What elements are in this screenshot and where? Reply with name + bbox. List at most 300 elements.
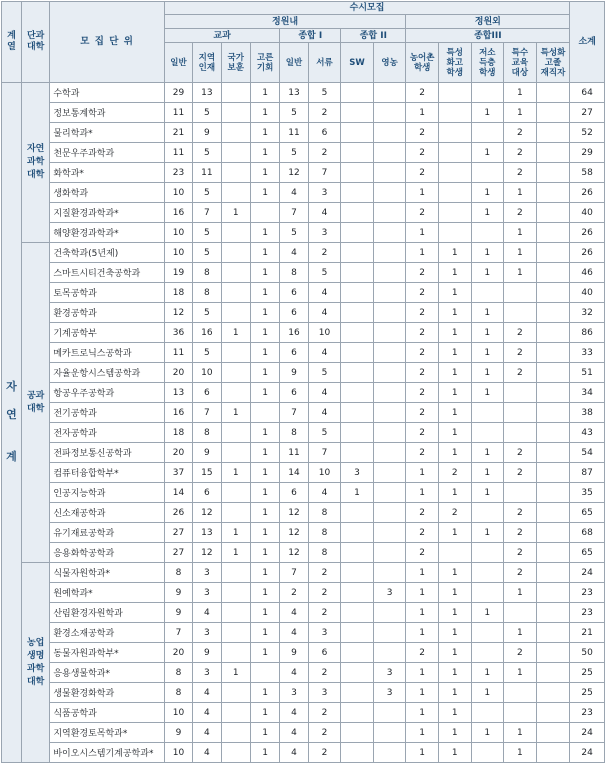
quota-cell: 1	[406, 623, 439, 643]
quota-cell: 1	[221, 663, 250, 683]
quota-cell	[504, 423, 537, 443]
quota-cell: 13	[193, 83, 221, 103]
quota-cell	[221, 603, 250, 623]
dept-name: 신소재공학과	[50, 503, 165, 523]
row-total: 50	[570, 643, 605, 663]
row-total: 33	[570, 343, 605, 363]
quota-cell: 3	[193, 583, 221, 603]
quota-cell	[221, 303, 250, 323]
quota-cell: 2	[406, 203, 439, 223]
quota-cell	[250, 403, 279, 423]
field-label: 자 연 계	[6, 380, 17, 463]
header-leaf-5: 서류	[308, 43, 341, 83]
row-total: 25	[570, 663, 605, 683]
quota-cell	[221, 423, 250, 443]
quota-cell	[536, 183, 570, 203]
quota-cell: 4	[308, 383, 341, 403]
quota-cell	[536, 563, 570, 583]
quota-cell: 1	[471, 603, 504, 623]
quota-cell: 12	[280, 523, 308, 543]
quota-cell: 1	[221, 203, 250, 223]
quota-cell: 1	[471, 483, 504, 503]
quota-cell: 1	[504, 743, 537, 763]
row-total: 23	[570, 583, 605, 603]
dept-name: 생화학과	[50, 183, 165, 203]
table-row	[2, 203, 605, 223]
table-row	[2, 263, 605, 283]
quota-cell: 2	[406, 343, 439, 363]
quota-cell: 9	[280, 643, 308, 663]
row-total: 65	[570, 543, 605, 563]
quota-cell	[341, 603, 374, 623]
quota-cell: 7	[308, 443, 341, 463]
quota-cell: 1	[250, 503, 279, 523]
quota-cell: 10	[164, 703, 192, 723]
quota-cell: 1	[438, 483, 471, 503]
dept-name: 화학과*	[50, 163, 165, 183]
quota-cell: 1	[250, 123, 279, 143]
quota-cell: 1	[438, 723, 471, 743]
quota-cell: 4	[308, 283, 341, 303]
table-row	[2, 523, 605, 543]
quota-cell	[536, 643, 570, 663]
row-total: 64	[570, 83, 605, 103]
quota-cell: 1	[438, 563, 471, 583]
quota-cell	[471, 283, 504, 303]
quota-cell: 1	[471, 203, 504, 223]
quota-cell	[341, 83, 374, 103]
table-row	[2, 283, 605, 303]
table-row	[2, 623, 605, 643]
quota-cell	[504, 383, 537, 403]
quota-cell: 3	[193, 623, 221, 643]
quota-cell	[373, 243, 406, 263]
table-row	[2, 183, 605, 203]
quota-cell	[471, 703, 504, 723]
quota-cell: 16	[164, 403, 192, 423]
row-total: 32	[570, 303, 605, 323]
quota-cell: 1	[406, 463, 439, 483]
quota-cell	[536, 603, 570, 623]
quota-cell: 2	[504, 143, 537, 163]
quota-cell	[373, 503, 406, 523]
quota-cell	[438, 123, 471, 143]
quota-cell: 1	[250, 563, 279, 583]
quota-cell: 1	[250, 723, 279, 743]
quota-cell: 1	[250, 463, 279, 483]
quota-cell: 2	[406, 523, 439, 543]
row-total: 38	[570, 403, 605, 423]
quota-cell: 8	[280, 423, 308, 443]
header-field-label: 계 열	[7, 31, 16, 52]
quota-cell: 1	[438, 423, 471, 443]
quota-cell	[373, 123, 406, 143]
table-row	[2, 463, 605, 483]
quota-cell: 5	[193, 303, 221, 323]
quota-cell	[536, 403, 570, 423]
quota-cell: 9	[193, 643, 221, 663]
header-leaf-1: 지역 인재	[193, 43, 221, 83]
quota-cell: 10	[164, 743, 192, 763]
quota-cell: 1	[471, 243, 504, 263]
quota-cell: 15	[193, 463, 221, 483]
quota-cell: 11	[164, 343, 192, 363]
quota-cell: 9	[280, 363, 308, 383]
quota-cell: 37	[164, 463, 192, 483]
quota-cell: 1	[438, 343, 471, 363]
quota-cell: 1	[471, 723, 504, 743]
quota-cell	[504, 403, 537, 423]
quota-cell: 1	[438, 383, 471, 403]
quota-cell: 8	[308, 523, 341, 543]
quota-cell: 4	[280, 603, 308, 623]
quota-cell	[221, 563, 250, 583]
quota-cell	[438, 143, 471, 163]
quota-cell: 1	[504, 223, 537, 243]
quota-cell	[221, 283, 250, 303]
quota-cell	[341, 723, 374, 743]
quota-cell: 2	[406, 403, 439, 423]
quota-cell: 5	[193, 223, 221, 243]
quota-cell	[341, 303, 374, 323]
quota-cell: 1	[250, 283, 279, 303]
quota-cell	[536, 303, 570, 323]
quota-cell	[438, 203, 471, 223]
quota-cell: 1	[250, 483, 279, 503]
quota-cell: 8	[193, 263, 221, 283]
header-leaf-10: 저소 득층 학생	[471, 43, 504, 83]
quota-cell: 1	[406, 103, 439, 123]
quota-cell: 1	[438, 243, 471, 263]
quota-cell: 3	[280, 683, 308, 703]
quota-cell	[438, 83, 471, 103]
quota-cell: 1	[250, 383, 279, 403]
quota-cell	[471, 503, 504, 523]
header-leaf-8: 농어촌 학생	[406, 43, 439, 83]
quota-cell	[471, 623, 504, 643]
quota-cell	[341, 383, 374, 403]
quota-cell	[471, 643, 504, 663]
quota-cell: 1	[250, 163, 279, 183]
dept-name: 컴퓨터융합학부*	[50, 463, 165, 483]
row-total: 58	[570, 163, 605, 183]
quota-cell	[373, 203, 406, 223]
quota-cell: 4	[308, 343, 341, 363]
table-row	[2, 503, 605, 523]
quota-cell: 2	[406, 123, 439, 143]
quota-cell	[536, 623, 570, 643]
college-cell: 농업 생명 과학 대학	[21, 563, 49, 763]
quota-cell: 3	[308, 183, 341, 203]
quota-cell: 1	[504, 263, 537, 283]
quota-cell: 1	[438, 443, 471, 463]
quota-cell: 1	[471, 363, 504, 383]
header-leaf-9: 특성 화고 학생	[438, 43, 471, 83]
header-jonghap3: 종합III	[406, 29, 570, 43]
quota-cell: 1	[221, 523, 250, 543]
quota-cell: 3	[373, 663, 406, 683]
quota-cell	[341, 683, 374, 703]
quota-cell: 4	[308, 203, 341, 223]
quota-cell: 1	[406, 663, 439, 683]
quota-cell	[341, 663, 374, 683]
table-row	[2, 663, 605, 683]
quota-cell: 1	[438, 283, 471, 303]
quota-cell	[504, 703, 537, 723]
quota-cell: 1	[471, 103, 504, 123]
quota-cell	[536, 83, 570, 103]
quota-cell: 16	[193, 323, 221, 343]
quota-cell	[341, 403, 374, 423]
quota-cell: 10	[164, 223, 192, 243]
quota-cell	[221, 123, 250, 143]
dept-name: 지역환경토목학과*	[50, 723, 165, 743]
quota-cell: 1	[250, 703, 279, 723]
table-row	[2, 563, 605, 583]
table-row	[2, 583, 605, 603]
quota-cell	[373, 703, 406, 723]
quota-cell	[536, 163, 570, 183]
quota-cell: 1	[250, 83, 279, 103]
quota-cell: 9	[193, 123, 221, 143]
quota-cell: 2	[504, 463, 537, 483]
quota-cell: 5	[280, 223, 308, 243]
quota-cell	[341, 203, 374, 223]
quota-cell: 1	[504, 623, 537, 643]
quota-cell	[536, 483, 570, 503]
quota-cell	[438, 223, 471, 243]
quota-cell	[471, 83, 504, 103]
quota-cell	[536, 523, 570, 543]
quota-cell: 6	[280, 383, 308, 403]
quota-cell	[536, 723, 570, 743]
quota-cell: 12	[280, 503, 308, 523]
quota-cell: 2	[504, 523, 537, 543]
quota-cell: 20	[164, 363, 192, 383]
quota-cell: 1	[406, 563, 439, 583]
quota-cell: 4	[193, 703, 221, 723]
dept-name: 동물자원과학부*	[50, 643, 165, 663]
dept-name: 기계공학부	[50, 323, 165, 343]
quota-cell: 1	[438, 643, 471, 663]
quota-cell	[221, 163, 250, 183]
dept-name: 생물환경화학과	[50, 683, 165, 703]
quota-cell: 6	[280, 283, 308, 303]
quota-cell	[221, 103, 250, 123]
quota-cell: 5	[308, 263, 341, 283]
quota-cell: 2	[308, 103, 341, 123]
quota-cell: 2	[504, 443, 537, 463]
quota-cell	[536, 143, 570, 163]
quota-cell	[341, 223, 374, 243]
header-leaf-6: SW	[341, 43, 374, 83]
quota-cell	[341, 323, 374, 343]
row-total: 40	[570, 203, 605, 223]
row-total: 24	[570, 723, 605, 743]
header-susi: 수시모집	[164, 2, 569, 15]
quota-cell: 1	[438, 403, 471, 423]
quota-cell: 19	[164, 263, 192, 283]
quota-cell: 9	[164, 723, 192, 743]
quota-cell: 3	[308, 223, 341, 243]
quota-cell: 2	[406, 543, 439, 563]
header-leaf-7: 영농	[373, 43, 406, 83]
quota-cell	[504, 683, 537, 703]
quota-cell	[536, 123, 570, 143]
dept-name: 항공우주공학과	[50, 383, 165, 403]
quota-cell: 7	[193, 203, 221, 223]
header-leaf-3: 고른 기회	[250, 43, 279, 83]
quota-cell: 12	[164, 303, 192, 323]
table-row	[2, 83, 605, 103]
table-row	[2, 403, 605, 423]
quota-cell	[536, 323, 570, 343]
college-cell: 자연 과학 대학	[21, 83, 49, 243]
dept-name: 환경소재공학과	[50, 623, 165, 643]
quota-cell	[536, 223, 570, 243]
quota-cell	[438, 163, 471, 183]
quota-cell: 20	[164, 643, 192, 663]
table-row	[2, 163, 605, 183]
quota-cell	[373, 743, 406, 763]
admission-table	[1, 1, 605, 763]
quota-cell	[536, 203, 570, 223]
quota-cell	[373, 483, 406, 503]
table-row	[2, 343, 605, 363]
table-row	[2, 483, 605, 503]
quota-cell: 9	[164, 583, 192, 603]
quota-cell: 1	[250, 543, 279, 563]
quota-cell	[373, 563, 406, 583]
quota-cell: 4	[280, 723, 308, 743]
quota-cell	[373, 183, 406, 203]
quota-cell	[438, 103, 471, 123]
quota-cell: 1	[221, 463, 250, 483]
quota-cell: 16	[280, 323, 308, 343]
quota-cell: 6	[308, 643, 341, 663]
dept-name: 바이오시스템기계공학과*	[50, 743, 165, 763]
quota-cell	[221, 723, 250, 743]
row-total: 40	[570, 283, 605, 303]
dept-name: 스마트시티건축공학과	[50, 263, 165, 283]
quota-cell: 5	[193, 103, 221, 123]
quota-cell: 7	[280, 203, 308, 223]
quota-cell: 16	[164, 203, 192, 223]
quota-cell: 1	[250, 143, 279, 163]
quota-cell: 2	[406, 363, 439, 383]
quota-cell	[471, 563, 504, 583]
quota-cell: 5	[308, 363, 341, 383]
table-row	[2, 543, 605, 563]
quota-cell	[373, 623, 406, 643]
quota-cell	[341, 343, 374, 363]
quota-cell: 2	[438, 503, 471, 523]
quota-cell	[536, 103, 570, 123]
table-row	[2, 243, 605, 263]
quota-cell	[373, 163, 406, 183]
quota-cell	[341, 283, 374, 303]
table-row	[2, 323, 605, 343]
quota-cell: 1	[438, 743, 471, 763]
quota-cell: 7	[308, 163, 341, 183]
quota-cell	[221, 703, 250, 723]
quota-cell: 11	[280, 123, 308, 143]
row-total: 54	[570, 443, 605, 463]
header-jonghap2: 종합 II	[341, 29, 406, 43]
quota-cell	[504, 603, 537, 623]
quota-cell	[373, 543, 406, 563]
quota-cell: 4	[280, 743, 308, 763]
quota-cell	[221, 83, 250, 103]
dept-name: 건축학과(5년제)	[50, 243, 165, 263]
quota-cell	[373, 463, 406, 483]
table-row	[2, 223, 605, 243]
quota-cell: 2	[504, 343, 537, 363]
quota-cell	[341, 363, 374, 383]
row-total: 23	[570, 703, 605, 723]
quota-cell: 1	[504, 83, 537, 103]
quota-cell: 1	[221, 403, 250, 423]
quota-cell	[373, 283, 406, 303]
quota-cell: 8	[308, 543, 341, 563]
quota-cell: 7	[280, 563, 308, 583]
quota-cell	[373, 343, 406, 363]
quota-cell	[471, 403, 504, 423]
quota-cell: 2	[406, 283, 439, 303]
dept-name: 자율운항시스템공학과	[50, 363, 165, 383]
quota-cell: 1	[504, 723, 537, 743]
quota-cell	[536, 343, 570, 363]
quota-cell: 1	[438, 323, 471, 343]
quota-cell: 13	[193, 523, 221, 543]
quota-cell: 2	[504, 363, 537, 383]
quota-cell	[373, 643, 406, 663]
quota-cell	[341, 523, 374, 543]
quota-cell	[341, 143, 374, 163]
quota-cell: 1	[406, 723, 439, 743]
row-total: 65	[570, 503, 605, 523]
quota-cell: 26	[164, 503, 192, 523]
quota-cell: 2	[406, 323, 439, 343]
dept-name: 해양환경과학과*	[50, 223, 165, 243]
quota-cell: 8	[164, 563, 192, 583]
quota-cell: 2	[406, 263, 439, 283]
quota-cell: 2	[504, 563, 537, 583]
quota-cell	[471, 123, 504, 143]
quota-cell	[536, 683, 570, 703]
quota-cell: 1	[406, 683, 439, 703]
quota-cell: 1	[250, 343, 279, 363]
quota-cell	[438, 543, 471, 563]
quota-cell: 1	[504, 583, 537, 603]
quota-cell: 1	[250, 243, 279, 263]
table-row	[2, 103, 605, 123]
quota-cell	[536, 443, 570, 463]
quota-cell	[536, 703, 570, 723]
quota-cell	[373, 723, 406, 743]
quota-cell: 4	[308, 303, 341, 323]
header-leaf-2: 국가 보훈	[221, 43, 250, 83]
quota-cell: 2	[504, 543, 537, 563]
quota-cell: 1	[471, 343, 504, 363]
dept-name: 전자공학과	[50, 423, 165, 443]
quota-cell: 1	[438, 303, 471, 323]
header-jeongwonoe: 정원외	[406, 15, 570, 29]
quota-cell: 1	[438, 683, 471, 703]
quota-cell: 1	[471, 143, 504, 163]
quota-cell	[373, 603, 406, 623]
quota-cell	[341, 123, 374, 143]
